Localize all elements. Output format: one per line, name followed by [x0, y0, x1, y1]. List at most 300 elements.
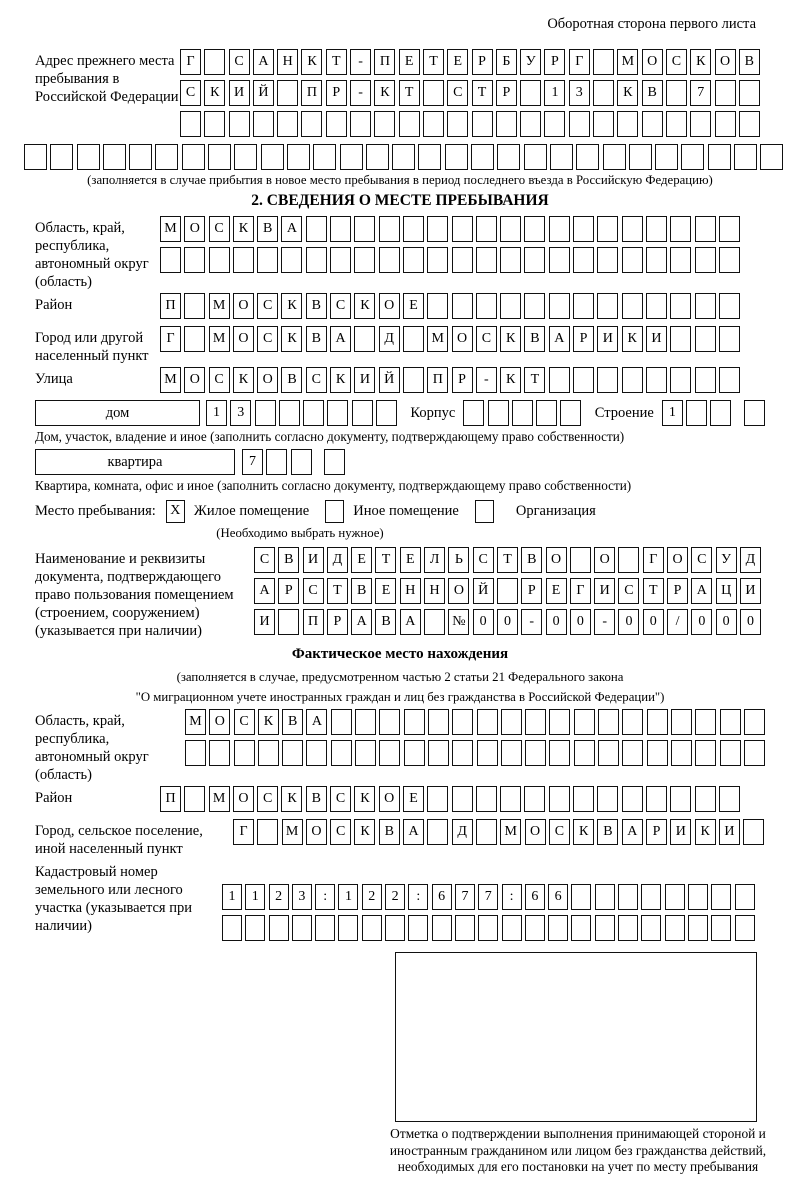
char-cell [324, 449, 345, 475]
char-cell [340, 144, 363, 170]
char-cell [618, 884, 638, 910]
char-cell: Е [546, 578, 567, 604]
char-cell [379, 740, 400, 766]
char-cell: К [281, 326, 302, 352]
char-cell [569, 111, 590, 137]
char-cell: С [234, 709, 255, 735]
char-cell [647, 740, 668, 766]
char-cell: В [524, 326, 545, 352]
char-cell [331, 740, 352, 766]
char-cell: Т [399, 80, 420, 106]
rayon-label: Район [35, 297, 73, 313]
char-cell [501, 709, 522, 735]
house-caption: Дом, участок, владение и иное (заполнить согласно документу, подтверждающему право собственности) [35, 429, 625, 444]
char-cell [423, 80, 444, 106]
char-cell [617, 111, 638, 137]
char-cell: С [473, 547, 494, 573]
korpus-cells [463, 400, 584, 426]
char-cell [204, 49, 225, 75]
char-row [160, 216, 743, 242]
prev-address-label: Адрес прежнего места пребывания в Российской Федерации [35, 53, 179, 105]
char-cell [502, 915, 522, 941]
char-cell [366, 144, 389, 170]
char-cell: С [303, 578, 324, 604]
char-cell [478, 915, 498, 941]
char-cell [306, 247, 327, 273]
char-cell [549, 740, 570, 766]
char-cell [595, 915, 615, 941]
char-cell [476, 216, 497, 242]
char-cell: К [573, 819, 594, 845]
char-cell [520, 111, 541, 137]
char-cell: 2 [385, 884, 405, 910]
char-cell: Д [452, 819, 473, 845]
char-cell [618, 915, 638, 941]
char-cell [253, 111, 274, 137]
char-cell: К [500, 326, 521, 352]
char-cell: О [667, 547, 688, 573]
apartment-type-box: квартира [35, 449, 235, 475]
char-cell: Е [400, 547, 421, 573]
option-label-inoe: Иное помещение [353, 502, 459, 519]
char-cell: С [549, 819, 570, 845]
char-cell: - [350, 80, 371, 106]
char-cell: О [233, 293, 254, 319]
char-cell [549, 247, 570, 273]
char-cell: К [617, 80, 638, 106]
char-cell [455, 915, 475, 941]
char-cell [306, 216, 327, 242]
char-cell [374, 111, 395, 137]
char-cell: О [233, 326, 254, 352]
char-cell [524, 786, 545, 812]
char-cell: 1 [245, 884, 265, 910]
char-cell [646, 216, 667, 242]
char-cell: : [502, 884, 522, 910]
char-cell [695, 216, 716, 242]
char-cell [403, 326, 424, 352]
char-cell [622, 740, 643, 766]
char-cell [477, 709, 498, 735]
char-cell [744, 709, 765, 735]
field-oblast-actual [35, 709, 800, 784]
char-row [160, 786, 743, 812]
char-cell [715, 111, 736, 137]
char-cell: - [476, 367, 497, 393]
char-cell: В [597, 819, 618, 845]
char-cell [646, 247, 667, 273]
char-cell [445, 144, 468, 170]
char-cell [404, 709, 425, 735]
char-cell [666, 111, 687, 137]
field-rayon [35, 293, 800, 324]
char-cell [234, 144, 257, 170]
char-cell [695, 293, 716, 319]
char-cell: В [306, 326, 327, 352]
char-cell [695, 367, 716, 393]
char-cell [50, 144, 73, 170]
char-row [222, 884, 758, 910]
char-cell [392, 144, 415, 170]
char-cell: 7 [478, 884, 498, 910]
char-cell [646, 293, 667, 319]
char-cell [330, 247, 351, 273]
char-cell [331, 709, 352, 735]
char-cell [695, 326, 716, 352]
char-cell [743, 819, 764, 845]
char-cell: С [666, 49, 687, 75]
field-city [35, 326, 800, 365]
char-cell: М [160, 216, 181, 242]
char-cell: С [476, 326, 497, 352]
char-cell [403, 216, 424, 242]
cadastral-label: Кадастровый номер земельного или лесного участка (указывается при наличии) [35, 864, 192, 934]
char-row [180, 111, 763, 137]
city-actual-label: Город, сельское поселение, иной населенный пункт [35, 823, 203, 857]
char-cell [524, 293, 545, 319]
char-cell: Д [740, 547, 761, 573]
char-cell: 7 [455, 884, 475, 910]
char-cell: 0 [643, 609, 664, 635]
char-cell [570, 547, 591, 573]
char-cell [500, 293, 521, 319]
char-cell: П [301, 80, 322, 106]
char-cell [641, 915, 661, 941]
char-cell [512, 400, 533, 426]
char-cell: В [739, 49, 760, 75]
char-cell [233, 247, 254, 273]
char-cell [710, 400, 731, 426]
char-cell: М [500, 819, 521, 845]
char-cell: Т [327, 578, 348, 604]
char-cell [597, 367, 618, 393]
char-cell: К [281, 293, 302, 319]
char-cell [428, 709, 449, 735]
stamp-caption: Отметка о подтверждении выполнения принимающей стороной и иностранным гражданином или лицом без гражданства действий, необходимых для его постановки на учет по месту пребывания [389, 1126, 767, 1174]
char-cell: Т [423, 49, 444, 75]
char-cell [306, 740, 327, 766]
stroenie-label: Строение [594, 404, 654, 421]
house-type-box: дом [35, 400, 200, 426]
char-cell: Р [646, 819, 667, 845]
char-cell [670, 367, 691, 393]
char-cell [24, 144, 47, 170]
char-cell [184, 326, 205, 352]
actual-location-title: Фактическое место нахождения [291, 646, 509, 662]
char-cell: Г [570, 578, 591, 604]
char-cell: Е [403, 786, 424, 812]
char-cell: Т [497, 547, 518, 573]
char-cell [403, 367, 424, 393]
char-cell: Т [643, 578, 664, 604]
char-cell [524, 144, 547, 170]
char-cell: 3 [569, 80, 590, 106]
char-cell [574, 740, 595, 766]
char-cell [647, 709, 668, 735]
char-cell [665, 884, 685, 910]
char-cell: - [521, 609, 542, 635]
apartment-caption: Квартира, комната, офис и иное (заполнить согласно документу, подтверждающему право собственности) [35, 478, 632, 493]
prev-address-rows [180, 49, 763, 142]
char-cell: А [253, 49, 274, 75]
char-cell [471, 144, 494, 170]
char-cell: О [715, 49, 736, 75]
char-cell: М [160, 367, 181, 393]
char-cell: С [257, 293, 278, 319]
char-cell [690, 111, 711, 137]
char-cell [665, 915, 685, 941]
char-cell [500, 786, 521, 812]
char-cell: : [408, 884, 428, 910]
char-row [222, 915, 758, 941]
char-cell [641, 884, 661, 910]
char-cell [452, 709, 473, 735]
char-cell: 7 [690, 80, 711, 106]
char-cell: 1 [206, 400, 227, 426]
char-cell [719, 216, 740, 242]
char-cell [571, 915, 591, 941]
char-cell [313, 144, 336, 170]
char-cell [744, 740, 765, 766]
char-cell: К [330, 367, 351, 393]
char-cell [671, 740, 692, 766]
char-cell: И [670, 819, 691, 845]
char-cell [403, 247, 424, 273]
section2-title: 2. СВЕДЕНИЯ О МЕСТЕ ПРЕБЫВАНИЯ [251, 192, 549, 209]
char-cell [573, 786, 594, 812]
actual-location-caption-1: (заполняется в случае, предусмотренном частью 2 статьи 21 Федерального закона [176, 670, 624, 684]
char-cell [622, 216, 643, 242]
char-cell: А [691, 578, 712, 604]
char-cell [408, 915, 428, 941]
char-cell [385, 915, 405, 941]
char-cell [720, 740, 741, 766]
char-cell: Р [326, 80, 347, 106]
char-cell [739, 111, 760, 137]
char-cell: М [209, 326, 230, 352]
char-cell: И [594, 578, 615, 604]
char-cell: О [525, 819, 546, 845]
char-cell [447, 111, 468, 137]
char-cell [496, 111, 517, 137]
char-cell [525, 740, 546, 766]
char-cell [257, 247, 278, 273]
char-cell: Т [524, 367, 545, 393]
char-cell: 0 [618, 609, 639, 635]
char-cell [549, 709, 570, 735]
char-cell [629, 144, 652, 170]
city-label: Город или другой населенный пункт [35, 330, 149, 364]
char-cell [670, 326, 691, 352]
char-cell [404, 740, 425, 766]
apartment-row [35, 449, 800, 475]
char-cell [327, 400, 348, 426]
char-cell: Р [544, 49, 565, 75]
char-cell: В [375, 609, 396, 635]
char-cell [379, 709, 400, 735]
char-cell [501, 740, 522, 766]
char-cell: 0 [497, 609, 518, 635]
char-cell: О [642, 49, 663, 75]
char-cell: В [379, 819, 400, 845]
char-cell: Г [160, 326, 181, 352]
checkbox-organizatsiya [475, 500, 494, 523]
char-cell [427, 247, 448, 273]
char-cell [292, 915, 312, 941]
char-cell [719, 786, 740, 812]
char-cell: В [642, 80, 663, 106]
char-cell [500, 216, 521, 242]
residence-type-caption: (Необходимо выбрать нужное) [216, 526, 384, 540]
document-label: Наименование и реквизиты документа, подтверждающего право пользования помещением (строением, сооружением) (указывается при наличии) [35, 551, 234, 639]
char-cell [354, 216, 375, 242]
char-cell: Н [424, 578, 445, 604]
char-cell [234, 740, 255, 766]
char-cell: О [594, 547, 615, 573]
char-cell: В [306, 786, 327, 812]
char-cell [549, 216, 570, 242]
char-cell [525, 709, 546, 735]
char-cell: 0 [570, 609, 591, 635]
char-cell: Е [351, 547, 372, 573]
char-cell [129, 144, 152, 170]
header-note: Оборотная сторона первого листа [547, 16, 756, 32]
char-cell [452, 216, 473, 242]
char-cell [739, 80, 760, 106]
char-cell: / [667, 609, 688, 635]
char-cell: В [281, 367, 302, 393]
char-cell [315, 915, 335, 941]
char-cell [735, 884, 755, 910]
char-cell: 6 [548, 884, 568, 910]
char-cell [399, 111, 420, 137]
char-cell [184, 293, 205, 319]
char-cell [524, 247, 545, 273]
char-cell [354, 326, 375, 352]
char-cell: Р [573, 326, 594, 352]
char-cell [245, 915, 265, 941]
char-cell: Г [643, 547, 664, 573]
char-cell [744, 400, 765, 426]
char-cell: Р [521, 578, 542, 604]
char-cell: Р [327, 609, 348, 635]
stroenie-cells [662, 400, 768, 426]
char-cell [573, 216, 594, 242]
char-cell: С [254, 547, 275, 573]
char-cell: К [204, 80, 225, 106]
char-cell [711, 915, 731, 941]
char-cell: Е [375, 578, 396, 604]
char-cell [277, 80, 298, 106]
char-cell: Й [253, 80, 274, 106]
char-cell: - [350, 49, 371, 75]
char-cell [525, 915, 545, 941]
char-cell: С [447, 80, 468, 106]
char-cell: Р [278, 578, 299, 604]
char-cell: М [617, 49, 638, 75]
char-cell: К [354, 819, 375, 845]
oblast-label: Область, край, республика, автономный округ (область) [35, 220, 149, 290]
char-cell [760, 144, 783, 170]
char-cell [549, 293, 570, 319]
char-cell [646, 367, 667, 393]
char-cell [208, 144, 231, 170]
char-cell: 6 [525, 884, 545, 910]
char-cell [463, 400, 484, 426]
char-cell: У [520, 49, 541, 75]
char-cell: Р [472, 49, 493, 75]
char-cell [688, 884, 708, 910]
char-cell [735, 915, 755, 941]
char-cell [549, 367, 570, 393]
char-row [160, 247, 743, 273]
char-cell: О [233, 786, 254, 812]
house-row [35, 400, 800, 426]
char-cell [472, 111, 493, 137]
char-row [180, 80, 763, 106]
char-cell: О [184, 216, 205, 242]
checkbox-zhiloe-pomeshchenie: X [166, 500, 185, 523]
char-cell: П [374, 49, 395, 75]
char-cell [257, 819, 278, 845]
char-cell [476, 293, 497, 319]
char-cell [670, 786, 691, 812]
street-label: Улица [35, 371, 73, 387]
char-cell [622, 786, 643, 812]
char-cell: Ь [448, 547, 469, 573]
char-cell: М [427, 326, 448, 352]
char-cell [695, 786, 716, 812]
char-cell: 0 [716, 609, 737, 635]
char-cell [549, 786, 570, 812]
char-cell [155, 144, 178, 170]
char-cell: М [209, 786, 230, 812]
char-cell [670, 247, 691, 273]
char-cell: Г [569, 49, 590, 75]
char-cell [281, 247, 302, 273]
char-cell [379, 216, 400, 242]
char-cell: В [306, 293, 327, 319]
char-cell: Е [399, 49, 420, 75]
char-cell: О [448, 578, 469, 604]
char-cell [452, 740, 473, 766]
char-cell: С [330, 293, 351, 319]
char-cell [719, 367, 740, 393]
char-cell [424, 609, 445, 635]
char-cell: И [646, 326, 667, 352]
char-cell: К [500, 367, 521, 393]
char-cell: 0 [691, 609, 712, 635]
char-cell [597, 216, 618, 242]
char-cell: Г [180, 49, 201, 75]
char-cell [715, 80, 736, 106]
char-cell [548, 915, 568, 941]
char-cell: П [303, 609, 324, 635]
char-cell [103, 144, 126, 170]
char-cell [160, 247, 181, 273]
char-cell [291, 449, 312, 475]
char-cell: В [521, 547, 542, 573]
char-cell: С [257, 786, 278, 812]
char-cell: Р [496, 80, 517, 106]
char-cell: 6 [432, 884, 452, 910]
char-cell: Р [667, 578, 688, 604]
char-cell [622, 709, 643, 735]
char-cell: 2 [362, 884, 382, 910]
char-cell [560, 400, 581, 426]
char-cell: Л [424, 547, 445, 573]
char-cell [598, 740, 619, 766]
